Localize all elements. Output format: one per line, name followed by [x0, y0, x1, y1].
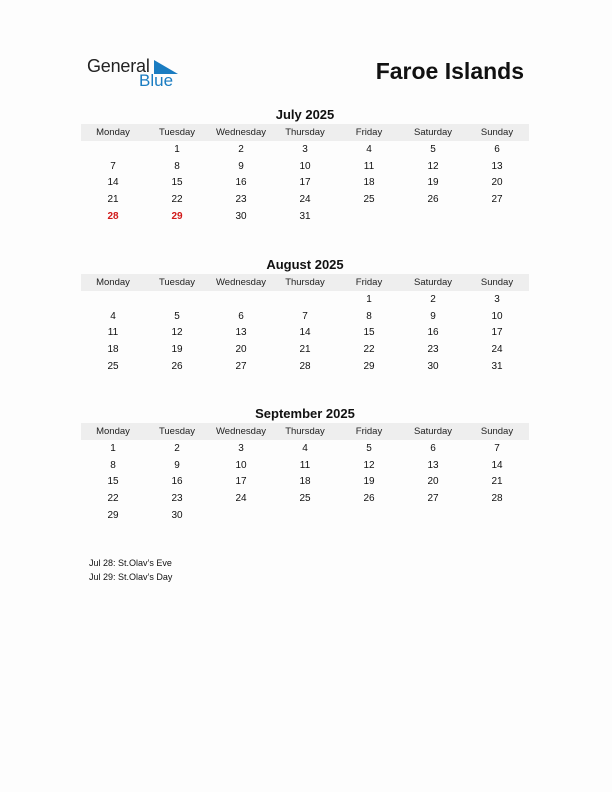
week-row: [81, 175, 529, 192]
day-cell: 5: [366, 442, 372, 454]
weekday-label: Friday: [355, 426, 383, 437]
day-cell: 15: [107, 476, 119, 488]
holiday-notes: [89, 556, 172, 584]
day-cell: 7: [110, 160, 116, 172]
day-cell: 24: [491, 344, 503, 356]
weekday-label: Thursday: [285, 277, 325, 288]
day-cell: 30: [235, 211, 247, 223]
week-row: [81, 341, 529, 358]
day-cell: 9: [238, 160, 244, 172]
month-calendar-july: [81, 106, 529, 225]
day-cell: 26: [363, 493, 375, 505]
day-cell: 30: [427, 361, 439, 373]
weekday-label: Wednesday: [216, 127, 266, 138]
day-cell: 16: [235, 177, 247, 189]
day-cell: 8: [110, 459, 116, 471]
weekday-header-row: [81, 274, 529, 291]
weekday-label: Saturday: [413, 426, 453, 437]
day-cell: 21: [299, 344, 311, 356]
day-cell: 20: [427, 476, 439, 488]
weekday-header-row: [81, 423, 529, 440]
day-cell: 4: [110, 310, 116, 322]
day-cell: 3: [494, 293, 500, 305]
holiday-note: Jul 28: St.Olav’s Eve: [89, 558, 172, 568]
day-cell: 12: [363, 459, 375, 471]
week-row: [81, 440, 529, 457]
day-cell: 11: [363, 160, 375, 172]
day-cell: 25: [107, 361, 119, 373]
month-title: August 2025: [266, 257, 344, 272]
weekday-label: Friday: [355, 277, 383, 288]
day-cell: 5: [174, 310, 180, 322]
week-row: [81, 291, 529, 308]
day-cell: 13: [427, 459, 439, 471]
day-cell: 31: [299, 211, 311, 223]
day-cell: 3: [302, 143, 308, 155]
day-cell: 3: [238, 442, 244, 454]
week-row: [81, 474, 529, 491]
day-cell: 24: [299, 194, 311, 206]
day-cell: 23: [235, 194, 247, 206]
week-row: [81, 191, 529, 208]
day-cell: 6: [494, 143, 500, 155]
day-cell: 18: [107, 344, 119, 356]
day-cell: 13: [491, 160, 503, 172]
day-cell: 29: [107, 510, 119, 522]
day-cell: 19: [363, 476, 375, 488]
month-title: July 2025: [275, 107, 335, 122]
day-cell: 17: [235, 476, 247, 488]
day-cell: 15: [171, 177, 183, 189]
weekday-label: Saturday: [413, 277, 453, 288]
weekday-label: Wednesday: [216, 277, 266, 288]
day-cell: 7: [494, 442, 500, 454]
day-cell: 25: [299, 493, 311, 505]
day-cell: 25: [363, 194, 375, 206]
day-cell: 1: [366, 293, 372, 305]
logo-text-blue: Blue: [139, 71, 174, 90]
holiday-day-cell: 29: [171, 211, 183, 223]
day-cell: 15: [363, 327, 375, 339]
week-row: [81, 158, 529, 175]
weekday-label: Saturday: [413, 127, 453, 138]
day-cell: 1: [174, 143, 180, 155]
day-cell: 10: [491, 310, 503, 322]
day-cell: 16: [427, 327, 439, 339]
week-row: [81, 507, 529, 524]
day-cell: 27: [235, 361, 247, 373]
weekday-label: Tuesday: [158, 426, 196, 437]
day-cell: 7: [302, 310, 308, 322]
week-row: [81, 358, 529, 375]
weekday-label: Monday: [96, 426, 130, 437]
day-cell: 26: [427, 194, 439, 206]
day-cell: 17: [491, 327, 503, 339]
week-row: [81, 208, 529, 225]
day-cell: 31: [491, 361, 503, 373]
day-cell: 1: [110, 442, 116, 454]
day-cell: 19: [427, 177, 439, 189]
weekday-label: Sunday: [480, 277, 514, 288]
day-cell: 5: [430, 143, 436, 155]
day-cell: 22: [171, 194, 183, 206]
holiday-note: Jul 29: St.Olav’s Day: [89, 572, 173, 582]
day-cell: 30: [171, 510, 183, 522]
day-cell: 10: [299, 160, 311, 172]
weekday-label: Sunday: [480, 127, 514, 138]
weekday-header-row: [81, 124, 529, 141]
day-cell: 9: [174, 459, 180, 471]
day-cell: 6: [238, 310, 244, 322]
day-cell: 20: [491, 177, 503, 189]
day-cell: 11: [107, 327, 119, 339]
week-row: [81, 308, 529, 325]
day-cell: 22: [363, 344, 375, 356]
day-cell: 23: [427, 344, 439, 356]
day-cell: 19: [171, 344, 183, 356]
day-cell: 20: [235, 344, 247, 356]
day-cell: 14: [299, 327, 311, 339]
day-cell: 21: [491, 476, 503, 488]
day-cell: 2: [430, 293, 436, 305]
weekday-label: Wednesday: [216, 426, 266, 437]
day-cell: 18: [299, 476, 311, 488]
day-cell: 12: [171, 327, 183, 339]
day-cell: 12: [427, 160, 439, 172]
week-row: [81, 325, 529, 342]
month-title: September 2025: [255, 406, 355, 421]
month-calendar-august: [81, 256, 529, 375]
day-cell: 8: [366, 310, 372, 322]
weekday-label: Thursday: [285, 426, 325, 437]
generalblue-logo: [87, 56, 187, 92]
week-row: [81, 141, 529, 158]
day-cell: 23: [171, 493, 183, 505]
day-cell: 28: [299, 361, 311, 373]
day-cell: 14: [491, 459, 503, 471]
weekday-label: Sunday: [480, 426, 514, 437]
logo-text-general: General: [87, 56, 150, 76]
day-cell: 13: [235, 327, 247, 339]
day-cell: 2: [174, 442, 180, 454]
day-cell: 2: [238, 143, 244, 155]
day-cell: 27: [491, 194, 503, 206]
day-cell: 18: [363, 177, 375, 189]
day-cell: 22: [107, 493, 119, 505]
day-cell: 4: [302, 442, 308, 454]
day-cell: 17: [299, 177, 311, 189]
weekday-label: Tuesday: [158, 277, 196, 288]
month-calendar-september: [81, 405, 529, 524]
day-cell: 29: [363, 361, 375, 373]
day-cell: 6: [430, 442, 436, 454]
day-cell: 24: [235, 493, 247, 505]
day-cell: 28: [491, 493, 503, 505]
day-cell: 9: [430, 310, 436, 322]
day-cell: 8: [174, 160, 180, 172]
weekday-label: Tuesday: [158, 127, 196, 138]
weekday-label: Monday: [96, 277, 130, 288]
day-cell: 16: [171, 476, 183, 488]
weekday-label: Monday: [96, 127, 130, 138]
day-cell: 27: [427, 493, 439, 505]
day-cell: 10: [235, 459, 247, 471]
weekday-label: Friday: [355, 127, 383, 138]
day-cell: 14: [107, 177, 119, 189]
day-cell: 21: [107, 194, 119, 206]
day-cell: 26: [171, 361, 183, 373]
weekday-label: Thursday: [285, 127, 325, 138]
day-cell: 4: [366, 143, 372, 155]
day-cell: 11: [299, 459, 311, 471]
week-row: [81, 490, 529, 507]
country-title: Faroe Islands: [375, 58, 524, 84]
week-row: [81, 457, 529, 474]
holiday-day-cell: 28: [107, 211, 119, 223]
